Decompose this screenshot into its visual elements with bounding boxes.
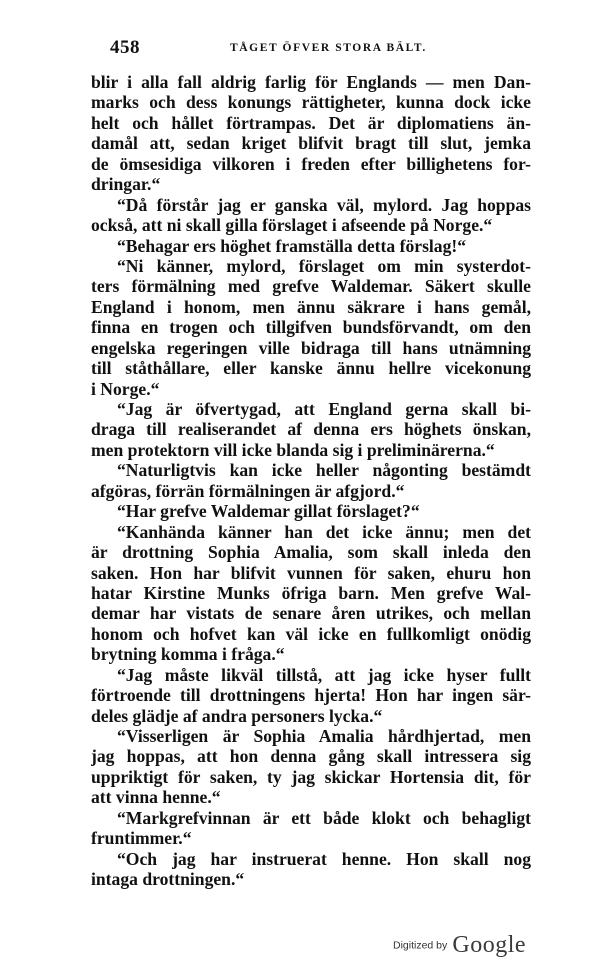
text-line: marks och dess konungs rättigheter, kunna dock icke — [91, 92, 531, 113]
text-line: demar har vistats de senare åren utrikes, och mellan — [91, 603, 531, 624]
digitized-label: Digitized by — [393, 939, 448, 952]
text-line: är drottning Sophia Amalia, som skall inleda den — [91, 542, 531, 563]
text-line: finna en trogen och tillgifven bundsförvandt, om den — [91, 317, 531, 338]
text-line: “Behagar ers höghet framställa detta förslag!“ — [117, 235, 467, 256]
text-line: England i honom, men ännu säkrare i hans gemål, — [91, 296, 531, 317]
digitized-watermark — [393, 932, 526, 962]
text-line: i Norge.“ — [91, 378, 160, 399]
text-line: förtroende till drottningens hjerta! Hon har ingen sär- — [91, 685, 531, 706]
text-line: damål att, sedan kriget blifvit bragt till slut, jemka — [91, 133, 531, 154]
text-line: “Jag är öfvertygad, att England gerna skall bi- — [117, 399, 531, 419]
text-line: “Visserligen är Sophia Amalia hårdhjertad, men — [117, 726, 531, 746]
running-title: TÅGET ÖFVER STORA BÄLT. — [230, 42, 427, 54]
text-line: intaga drottningen.“ — [91, 869, 245, 890]
text-line: engelska regeringen ville bidraga till hans utnämning — [91, 337, 531, 358]
text-line: hatar Kirstine Munks öfriga barn. Men grefve Wal- — [91, 582, 531, 603]
text-line: att vinna henne.“ — [91, 787, 221, 808]
text-line: saken. Hon har blifvit vunnen för saken, ehuru hon — [91, 562, 531, 583]
running-header — [88, 37, 528, 61]
text-line: uppriktigt för saken, ty jag skickar Hortensia dit, för — [91, 766, 531, 787]
text-line: till ståthållare, eller kanske ännu hellre vicekonung — [91, 358, 531, 379]
text-line: “Och jag har instruerat henne. Hon skall nog — [117, 848, 531, 869]
text-line: jag hoppas, att hon denna gång skall intressera sig — [91, 746, 531, 767]
text-line: blir i alla fall aldrig farlig för Englands — men Dan- — [91, 72, 531, 92]
text-line: men protektorn vill icke blanda sig i preliminärerna.“ — [91, 439, 495, 460]
text-line: “Ni känner, mylord, förslaget om min systerdot- — [117, 255, 531, 276]
text-line: “Jag måste likväl tillstå, att jag icke hyser fullt — [117, 664, 531, 685]
text-line: fruntimmer.“ — [91, 828, 192, 849]
text-line: “Markgrefvinnan är ett både klokt och behagligt — [117, 807, 531, 828]
text-line: “Naturligtvis kan icke heller någonting bestämdt — [117, 460, 531, 481]
text-line: helt och hållet förtrampas. Det är diplomatiens än- — [91, 112, 531, 133]
text-line: också, att ni skall gilla förslaget i afseende på Norge.“ — [91, 215, 493, 236]
page-number: 458 — [110, 37, 140, 58]
text-line: afgöras, förrän förmälningen är afgjord.“ — [91, 480, 405, 501]
text-line: deles glädje af andra personers lycka.“ — [91, 705, 383, 726]
text-line: “Har grefve Waldemar gillat förslaget?“ — [117, 501, 420, 522]
page-body — [91, 72, 531, 890]
text-line: de ömsesidiga vilkoren i freden efter billighetens for- — [91, 153, 531, 174]
text-line: draga till realiserandet af denna ers höghets önskan, — [91, 419, 531, 440]
google-logo: Google — [452, 932, 527, 958]
text-line: brytning komma i fråga.“ — [91, 644, 285, 665]
text-line: honom och hofvet kan väl icke en fullkomligt onödig — [91, 623, 531, 644]
text-line: “Då förstår jag er ganska väl, mylord. Jag hoppas — [117, 194, 531, 215]
text-line: ters förmälning med grefve Waldemar. Säkert skulle — [91, 276, 531, 297]
text-line: dringar.“ — [91, 174, 161, 195]
text-line: “Kanhända känner han det icke ännu; men det — [117, 521, 531, 542]
